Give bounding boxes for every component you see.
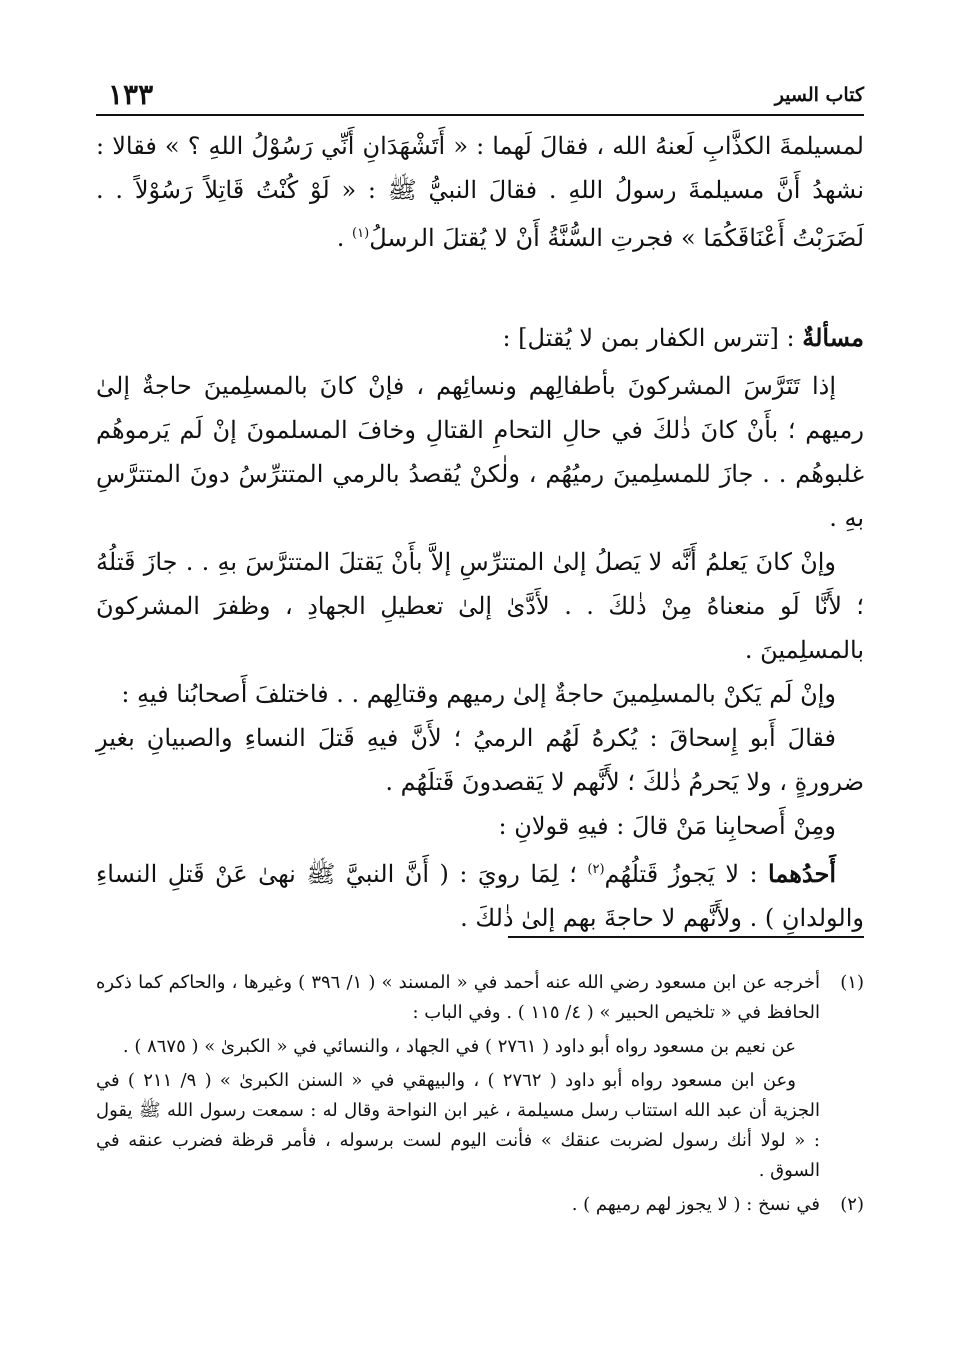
paragraph-1: إذا تَتَرَّسَ المشركونَ بأطفالِهم ونسائِهم ، فإنْ كانَ بالمسلِمينَ حاجةٌ إلىٰ رميهم ؛ بأَنْ كانَ ذٰلكَ في حالِ التحامِ القتالِ وخافَ المسلمونَ إنْ لَم يَرموهُم غلبوهُم . . جازَ للمسلِمينَ رميُهُم ، ولٰكنْ يُقصدُ بالرمي المتترِّسُ دونَ المتترَّسِ بهِ .	[96, 372, 864, 532]
paragraph-3: وإنْ لَم يَكنْ بالمسلِمينَ حاجةٌ إلىٰ رميهم وقتالِهم . . فاختلفَ أَصحابُنا فيهِ :	[121, 680, 836, 708]
footnote-2	[96, 1190, 864, 1220]
paragraph-6	[96, 848, 864, 940]
paragraph-2: وإنْ كانَ يَعلمُ أَنَّه لا يَصلُ إلىٰ المتترِّسِ إلاَّ بأَنْ يَقتلَ المتترَّسَ بهِ . . جازَ قَتلُهُ ؛ لأَنَّا لَو منعناهُ مِنْ ذٰلكَ . . لأَدَّىٰ إلىٰ تعطيلِ الجهادِ ، وظفرَ المشركونَ بالمسلِمينَ .	[96, 548, 864, 664]
heading-title: : [تترس الكفار بمن لا يُقتل] :	[502, 324, 803, 352]
footnote-number: (٢)	[840, 1194, 864, 1215]
paragraph-intro-text: لمسيلمةَ الكذَّابِ لَعنهُ الله ، فقالَ لَهما : « أَتَشْهَدَانِ أَنِّي رَسُوْلُ اللهِ ؟ » فقالا : نشهدُ أَنَّ مسيلمةَ رسولُ اللهِ . فقالَ النبيُّ ﷺ : « لَوْ كُنْتُ قَاتِلاً رَسُوْلاً . . لَضَرَبْتُ أَعْنَاقَكُمَا » فجرتِ السُّنَّةُ أَنْ لا يُقتلَ الرسلُ	[96, 132, 864, 252]
book-title: كتاب السير	[774, 84, 864, 106]
footnote-subtext: وعن ابن مسعود رواه أبو داود ( ٢٧٦٢ ) ، والبيهقي في « السنن الكبرىٰ » ( ٩/ ٢١١ ) في الجزية أن عبد الله استتاب رسل مسيلمة ، غير ابن النواحة وقال له : سمعت رسول الله ﷺ يقول : « لولا أنك رسول لضربت عنقك » فأنت اليوم لست برسوله ، فأمر قرظة فضرب عنقه في السوق .	[96, 1070, 820, 1181]
footnote-text: أخرجه عن ابن مسعود رضي الله عنه أحمد في « المسند » ( ١/ ٣٩٦ ) وغيرها ، والحاكم كما ذكره الحافظ في « تلخيص الحبير » ( ٤/ ١١٥ ) . وفي الباب :	[96, 972, 820, 1023]
footnote-body	[96, 968, 820, 1186]
footnote-subtext: عن نعيم بن مسعود رواه أبو داود ( ٢٧٦١ ) في الجهاد ، والنسائي في « الكبرىٰ » ( ٨٦٧٥ ) .	[122, 1036, 796, 1057]
section-heading	[96, 316, 864, 360]
paragraph-6-text-a: : لا يَجوزُ قَتلُهُم	[604, 860, 769, 888]
paragraph-6-text-b: ؛ لِمَا رويَ : ( أَنَّ النبيَّ ﷺ نهىٰ عَنْ قَتلِ النساءِ والولدانِ ) . ولأَنَّهم لا حاجةَ بهم إلىٰ ذٰلكَ .	[96, 860, 864, 932]
paragraph-5: ومِنْ أَصحابِنا مَنْ قالَ : فيهِ قولانِ :	[498, 812, 836, 840]
main-text	[96, 124, 864, 940]
footnote-body	[96, 1190, 820, 1220]
paragraph-intro-end: .	[336, 224, 353, 252]
footnote-ref-2[interactable]: (٢)	[587, 862, 605, 877]
footnote-text: في نسخ : ( لا يجوز لهم رميهم ) .	[571, 1194, 820, 1215]
footnote-number: (١)	[840, 972, 864, 993]
paragraph-6-keyword: أَحدُهما	[768, 859, 836, 888]
footnote-ref-1[interactable]: (١)	[352, 226, 370, 241]
paragraph-intro	[96, 124, 864, 260]
paragraph-4: فقالَ أَبو إِسحاقَ : يُكرهُ لَهُم الرميُ ؛ لأَنَّ فيهِ قَتلَ النساءِ والصبيانِ بغيرِ ضرورةٍ ، ولا يَحرمُ ذٰلكَ ؛ لأَنَّهم لا يَقصدونَ قَتلَهُم .	[96, 724, 864, 796]
page-number: ١٣٣	[108, 78, 154, 111]
footnotes	[96, 968, 864, 1224]
page-header	[108, 78, 864, 112]
heading-keyword: مسألةٌ	[802, 323, 864, 352]
footnote-divider	[508, 936, 864, 938]
spacer	[96, 260, 864, 312]
header-divider	[96, 114, 864, 116]
footnote-1	[96, 968, 864, 1186]
